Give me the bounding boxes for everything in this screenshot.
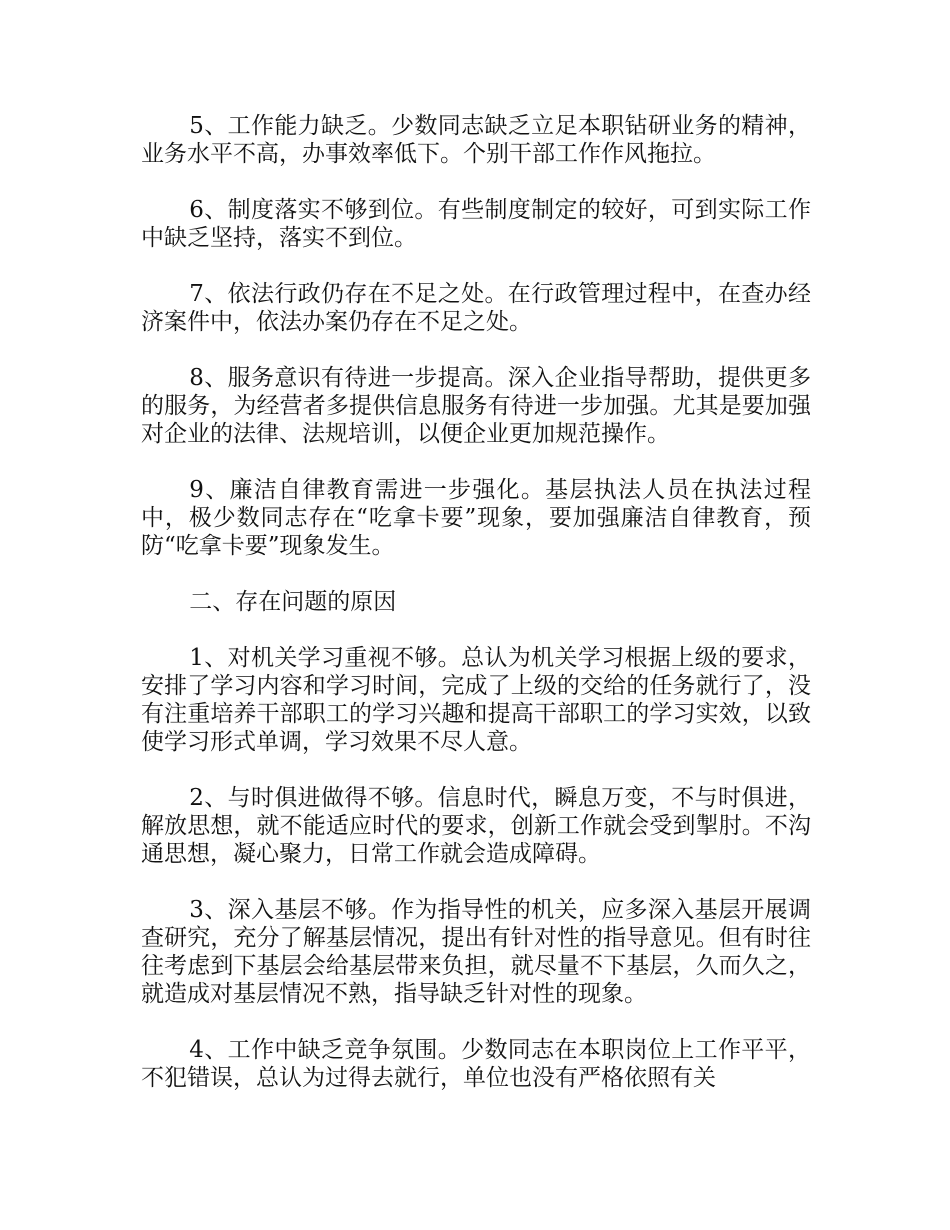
section-heading: 二、存在问题的原因: [189, 589, 397, 615]
paragraph-item-6: 6、制度落实不够到位。有些制度制定的较好，可到实际工作中缺乏坚持，落实不到位。: [141, 197, 811, 251]
paragraph-item-5: 5、工作能力缺乏。少数同志缺乏立足本职钻研业务的精神，业务水平不高，办事效率低下。个别干部工作作风拖拉。: [141, 113, 811, 167]
paragraph-item-9: 9、廉洁自律教育需进一步强化。基层执法人员在执法过程中，极少数同志存在“吃拿卡要”现象，要加强廉洁自律教育，预防“吃拿卡要”现象发生。: [141, 477, 811, 559]
paragraph-cause-4: 4、工作中缺乏竞争氛围。少数同志在本职岗位上工作平平，不犯错误，总认为过得去就行，单位也没有严格依照有关: [141, 1037, 811, 1091]
paragraph-item-7: 7、依法行政仍存在不足之处。在行政管理过程中，在查办经济案件中，依法办案仍存在不足之处。: [141, 281, 811, 335]
document-body: [141, 112, 811, 1120]
paragraph-cause-3: 3、深入基层不够。作为指导性的机关，应多深入基层开展调查研究，充分了解基层情况，提出有针对性的指导意见。但有时往往考虑到下基层会给基层带来负担，就尽量不下基层，久而久之，就造成对基层情况不熟，指导缺乏针对性的现象。: [141, 897, 811, 1007]
paragraph-cause-2: 2、与时俱进做得不够。信息时代，瞬息万变，不与时俱进，解放思想，就不能适应时代的要求，创新工作就会受到掣肘。不沟通思想，凝心聚力，日常工作就会造成障碍。: [141, 785, 811, 867]
paragraph-item-8: 8、服务意识有待进一步提高。深入企业指导帮助，提供更多的服务，为经营者多提供信息服务有待进一步加强。尤其是要加强对企业的法律、法规培训，以便企业更加规范操作。: [141, 365, 811, 447]
paragraph-cause-1: 1、对机关学习重视不够。总认为机关学习根据上级的要求，安排了学习内容和学习时间，完成了上级的交给的任务就行了，没有注重培养干部职工的学习兴趣和提高干部职工的学习实效，以致使学习形式单调，学习效果不尽人意。: [141, 645, 811, 755]
